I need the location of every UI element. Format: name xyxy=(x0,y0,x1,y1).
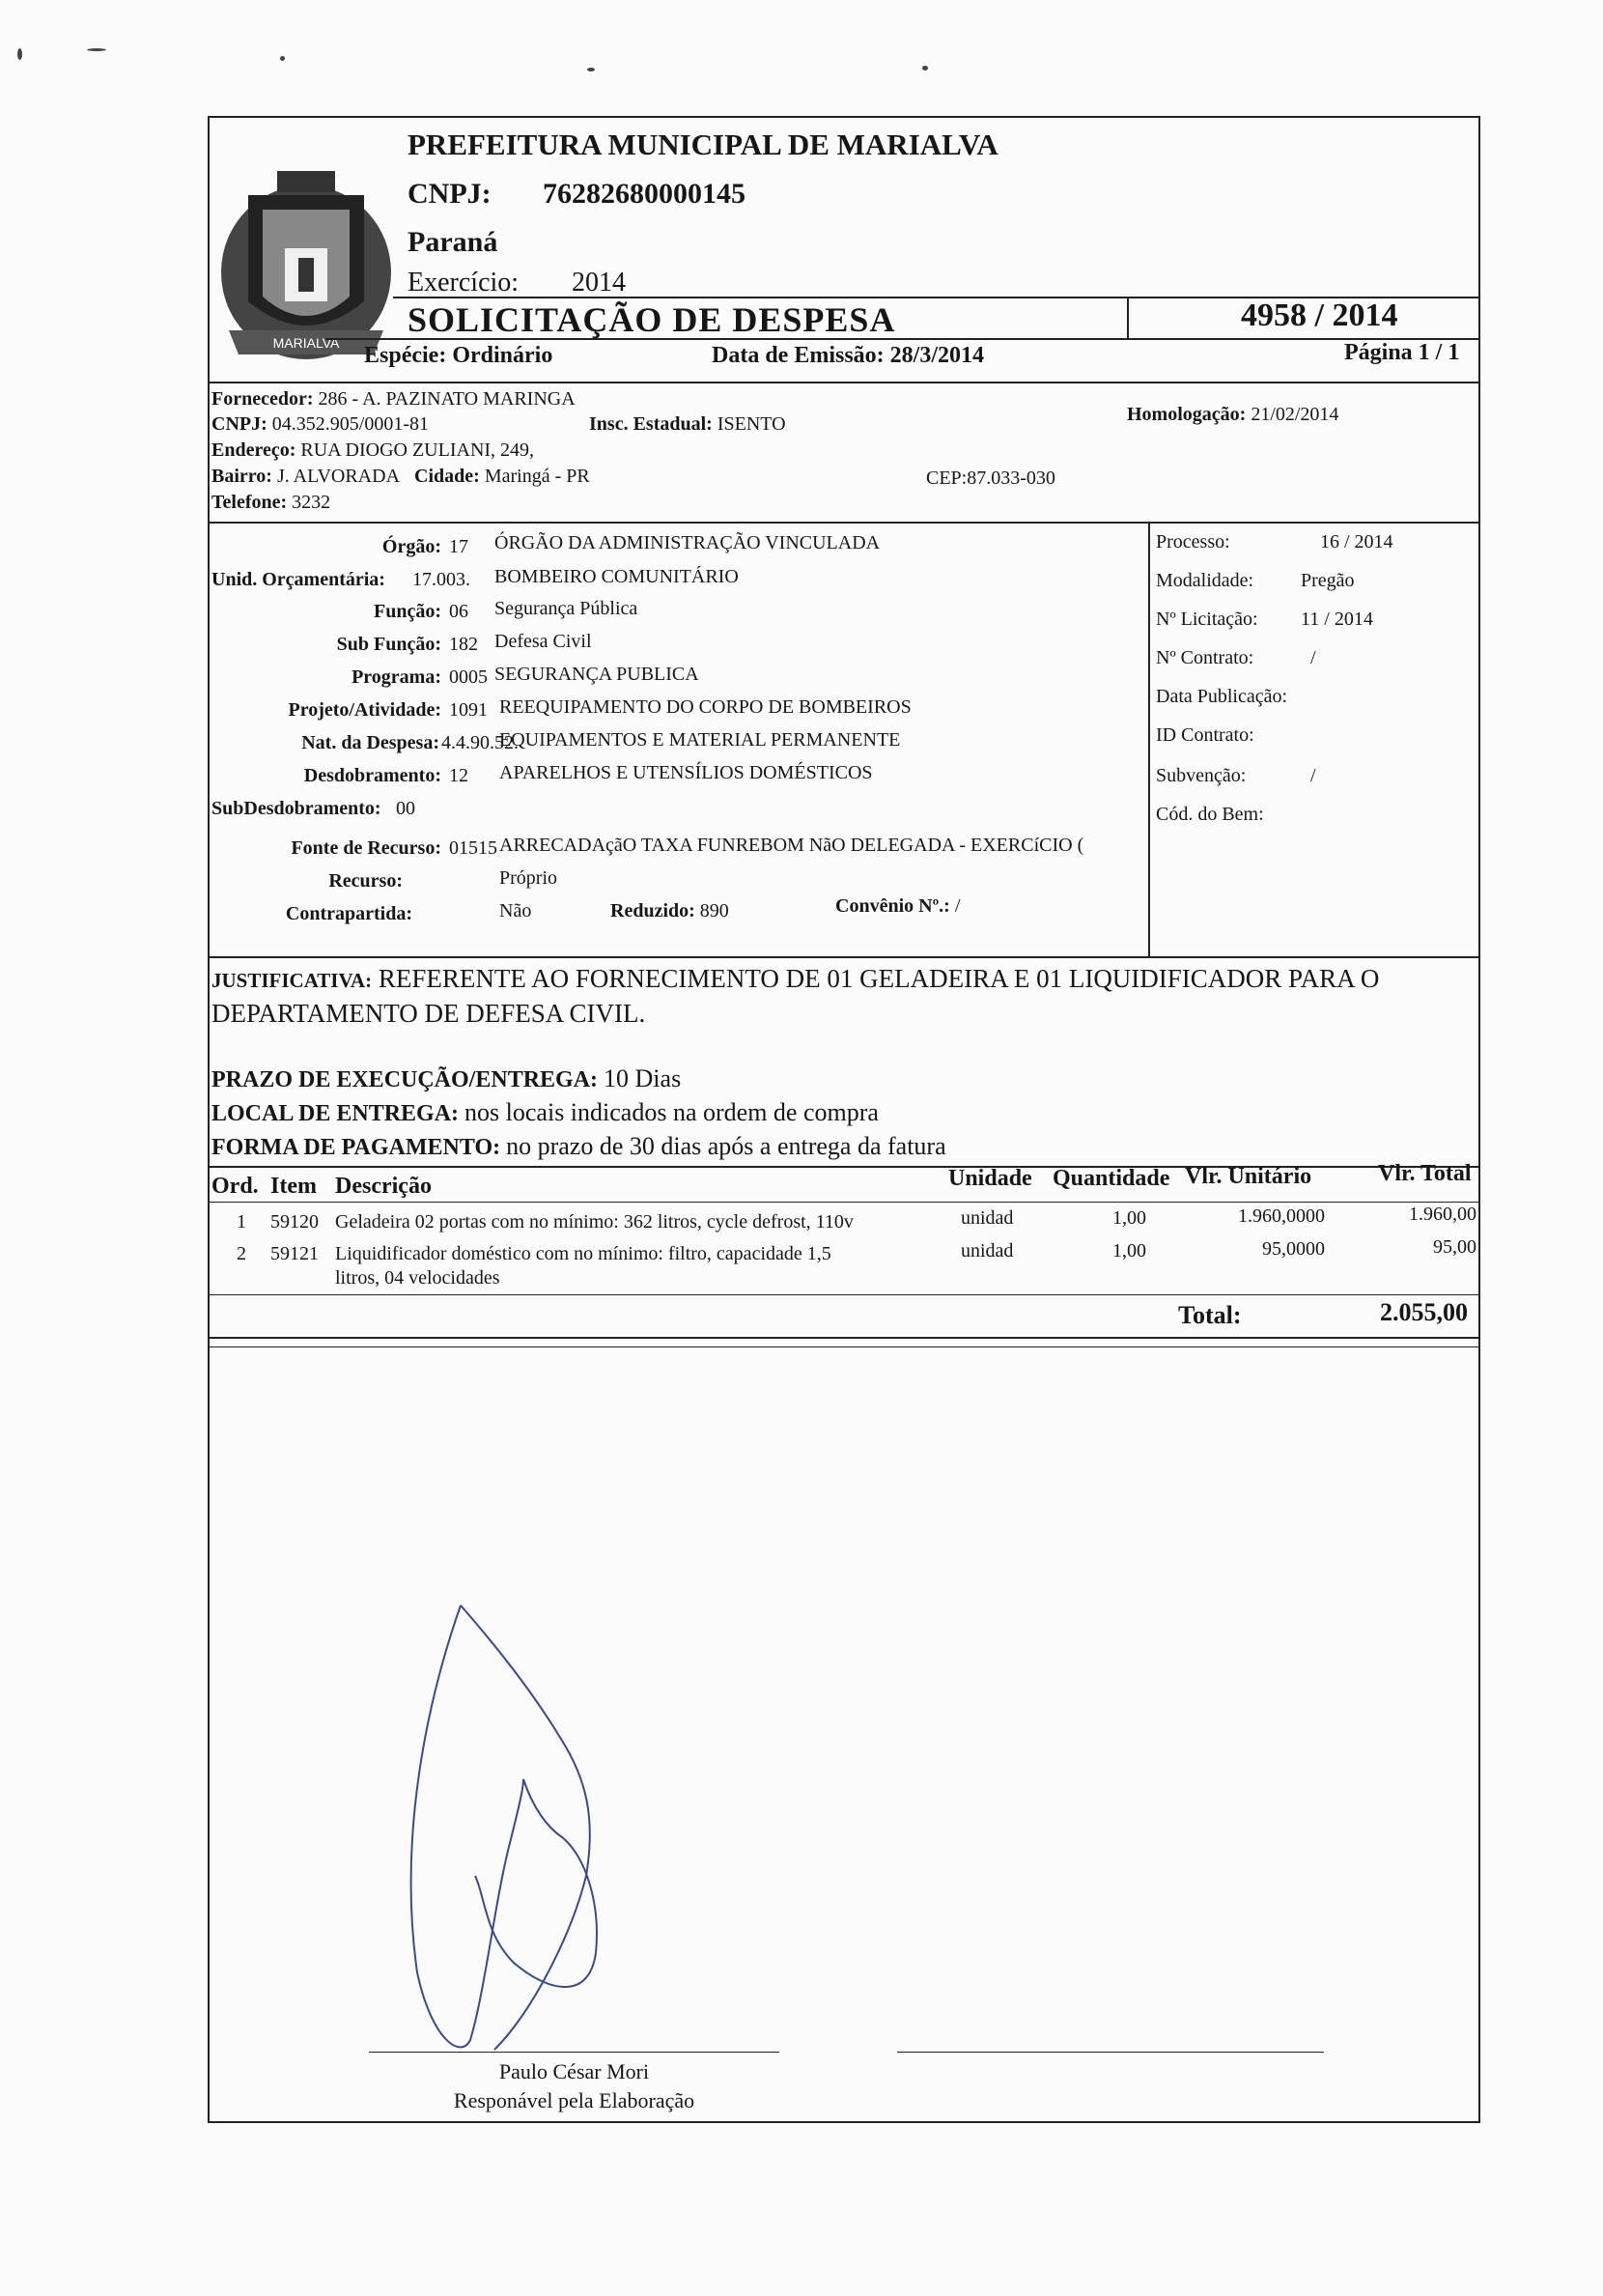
contrapartida-label: Contrapartida: xyxy=(285,903,412,924)
crest-text: MARIALVA xyxy=(272,335,340,351)
prazo-entrega: PRAZO DE EXECUÇÃO/ENTREGA: 10 Dias xyxy=(211,1064,682,1092)
subfuncao-desc: Defesa Civil xyxy=(494,631,592,652)
scan-speck xyxy=(17,48,22,60)
desdobramento-code: 12 xyxy=(449,765,468,786)
contrato-value: / xyxy=(1310,647,1316,668)
codbem-label: Cód. do Bem: xyxy=(1156,804,1264,825)
row1-quantidade: 1,00 xyxy=(1112,1207,1146,1229)
programa-label: Programa: xyxy=(352,666,441,688)
fornecedor-cnpj: CNPJ: 04.352.905/0001-81 xyxy=(211,413,429,435)
telefone: Telefone: 3232 xyxy=(211,492,331,513)
document-title: SOLICITAÇÃO DE DESPESA xyxy=(408,300,896,339)
especie: Espécie: Ordinário xyxy=(364,343,553,368)
orgao-label: Órgão: xyxy=(381,536,441,557)
header-cnpj-label: CNPJ: xyxy=(408,178,492,210)
col-ord-header: Ord. xyxy=(211,1174,259,1199)
projeto-desc: REEQUIPAMENTO DO CORPO DE BOMBEIROS xyxy=(499,696,912,718)
expense-request-form xyxy=(208,116,1480,2123)
col-item-header: Item xyxy=(270,1174,317,1199)
row1-descricao: Geladeira 02 portas com no mínimo: 362 litros, cycle defrost, 110v xyxy=(335,1211,854,1233)
signer-name: Paulo César Mori xyxy=(498,2059,650,2083)
natdespesa-code: 4.4.90.52. xyxy=(441,732,519,753)
forma-pagamento: FORMA DE PAGAMENTO: no prazo de 30 dias após a entrega da fatura xyxy=(211,1132,946,1160)
programa-code: 0005 xyxy=(449,666,488,688)
subvencao-label: Subvenção: xyxy=(1156,765,1247,786)
row1-ord: 1 xyxy=(237,1211,246,1233)
subfuncao-code: 182 xyxy=(449,634,478,655)
col-descricao-header: Descrição xyxy=(335,1174,432,1199)
row2-descricao-cont: litros, 04 velocidades xyxy=(335,1267,500,1289)
scan-speck xyxy=(922,66,928,71)
insc-estadual: Insc. Estadual: ISENTO xyxy=(589,413,786,435)
desdobramento-desc: APARELHOS E UTENSÍLIOS DOMÉSTICOS xyxy=(499,762,873,783)
fonte-desc: ARRECADAçãO TAXA FUNREBOM NãO DELEGADA - EXERCíCIO ( xyxy=(499,835,1084,856)
natdespesa-desc: EQUIPAMENTOS E MATERIAL PERMANENTE xyxy=(499,729,901,751)
natdespesa-label: Nat. da Despesa: xyxy=(301,732,439,753)
subfuncao-label: Sub Função: xyxy=(336,634,441,655)
processo-value: 16 / 2014 xyxy=(1320,531,1393,553)
projeto-label: Projeto/Atividade: xyxy=(288,699,441,721)
row1-unidade: unidad xyxy=(961,1207,1014,1229)
funcao-desc: Segurança Pública xyxy=(494,598,638,619)
subdesdobramento-label: SubDesdobramento: xyxy=(211,798,381,819)
recurso-value: Próprio xyxy=(499,867,557,889)
data-emissao: Data de Emissão: 28/3/2014 xyxy=(712,343,984,368)
licitacao-value: 11 / 2014 xyxy=(1301,609,1373,630)
unid-code: 17.003. xyxy=(412,569,470,590)
bairro-cidade: Bairro: J. ALVORADA Cidade: Maringá - PR xyxy=(211,466,590,487)
row1-vlr-unitario: 1.960,0000 xyxy=(1238,1205,1325,1227)
row1-vlr-total: 1.960,00 xyxy=(1409,1204,1476,1225)
programa-desc: SEGURANÇA PUBLICA xyxy=(494,664,699,685)
subvencao-value: / xyxy=(1310,765,1316,786)
row2-quantidade: 1,00 xyxy=(1112,1240,1146,1261)
modalidade-value: Pregão xyxy=(1301,570,1355,591)
col-unidade-header: Unidade xyxy=(948,1166,1032,1191)
justificativa-line2: DEPARTAMENTO DE DEFESA CIVIL. xyxy=(211,999,646,1028)
row2-vlr-total: 95,00 xyxy=(1433,1236,1476,1258)
fonte-code: 01515 xyxy=(449,837,497,859)
fonte-label: Fonte de Recurso: xyxy=(291,837,441,859)
fornecedor-row: Fornecedor: 286 - A. PAZINATO MARINGA xyxy=(211,388,576,410)
row2-ord: 2 xyxy=(237,1243,246,1264)
orgao-desc: ÓRGÃO DA ADMINISTRAÇÃO VINCULADA xyxy=(494,532,881,553)
convenio: Convênio Nº.: / xyxy=(835,895,961,917)
row2-descricao: Liquidificador doméstico com no mínimo: filtro, capacidade 1,5 xyxy=(335,1243,831,1264)
signer-role: Responável pela Elaboração xyxy=(453,2088,695,2112)
scan-speck xyxy=(280,56,285,61)
local-entrega: LOCAL DE ENTREGA: nos locais indicados na ordem de compra xyxy=(211,1098,879,1126)
projeto-code: 1091 xyxy=(449,699,488,721)
header-cnpj-value: 76282680000145 xyxy=(543,178,745,210)
row2-item: 59121 xyxy=(270,1243,319,1264)
total-label: Total: xyxy=(1178,1301,1242,1329)
scan-speck xyxy=(587,68,595,71)
handwritten-signature xyxy=(379,1586,649,2059)
total-value: 2.055,00 xyxy=(1380,1298,1468,1326)
row1-item: 59120 xyxy=(270,1211,319,1233)
homologacao: Homologação: 21/02/2014 xyxy=(1127,404,1339,425)
idcontrato-label: ID Contrato: xyxy=(1156,724,1254,746)
orgao-code: 17 xyxy=(449,536,468,557)
state-name: Paraná xyxy=(408,226,498,258)
col-vlr-total-header: Vlr. Total xyxy=(1378,1161,1472,1186)
funcao-label: Função: xyxy=(374,601,441,622)
exercicio-value: 2014 xyxy=(572,268,626,298)
pagina: Página 1 / 1 xyxy=(1344,340,1460,365)
desdobramento-label: Desdobramento: xyxy=(303,765,441,786)
scan-speck xyxy=(87,48,106,51)
reduzido: Reduzido: 890 xyxy=(610,900,729,921)
contrapartida-value: Não xyxy=(499,900,532,921)
recurso-label: Recurso: xyxy=(328,870,403,892)
modalidade-label: Modalidade: xyxy=(1156,570,1254,591)
col-quantidade-header: Quantidade xyxy=(1053,1166,1170,1191)
justificativa-line1: JUSTIFICATIVA: REFERENTE AO FORNECIMENTO DE 01 GELADEIRA E 01 LIQUIDIFICADOR PARA O xyxy=(211,964,1380,993)
endereco: Endereço: RUA DIOGO ZULIANI, 249, xyxy=(211,439,535,461)
subdesdobramento-code: 00 xyxy=(396,798,415,819)
contrato-label: Nº Contrato: xyxy=(1156,647,1254,668)
unid-desc: BOMBEIRO COMUNITÁRIO xyxy=(494,566,739,587)
document-number: 4958 / 2014 xyxy=(1241,298,1398,333)
row2-unidade: unidad xyxy=(961,1240,1014,1261)
exercicio-label: Exercício: xyxy=(408,268,520,298)
cep: CEP:87.033-030 xyxy=(926,468,1055,489)
col-vlr-unitario-header: Vlr. Unitário xyxy=(1185,1164,1312,1189)
municipality-name: PREFEITURA MUNICIPAL DE MARIALVA xyxy=(408,128,998,161)
publicacao-label: Data Publicação: xyxy=(1156,686,1288,707)
unid-label: Unid. Orçamentária: xyxy=(211,569,385,590)
funcao-code: 06 xyxy=(449,601,468,622)
processo-label: Processo: xyxy=(1156,531,1230,553)
row2-vlr-unitario: 95,0000 xyxy=(1262,1238,1325,1260)
licitacao-label: Nº Licitação: xyxy=(1156,609,1258,630)
